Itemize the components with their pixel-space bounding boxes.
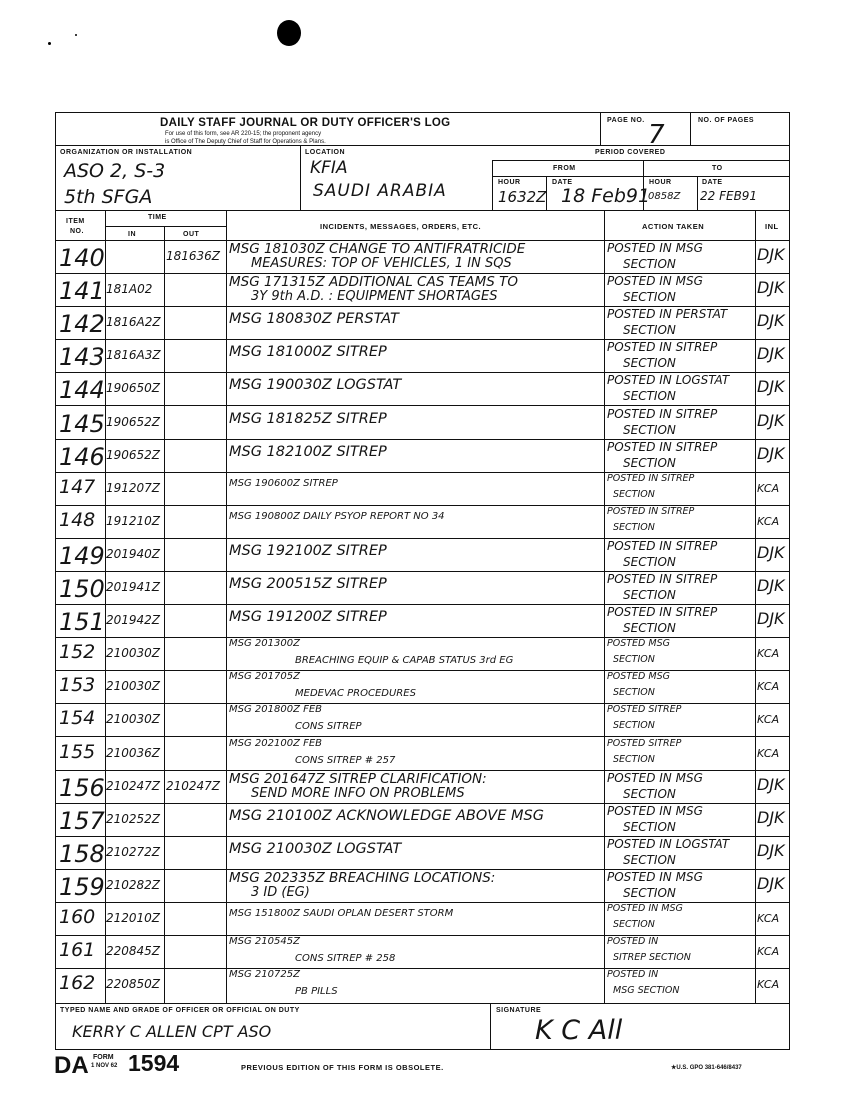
initials: DJK [757,311,785,331]
message-line-1: MSG 192100Z SITREP [229,542,387,559]
action-line-1: POSTED IN MSG [607,803,703,818]
item-number: 156 [59,773,105,802]
item-number: 150 [59,575,105,603]
action-line-2: SITREP SECTION [613,952,691,964]
message-line-1: MSG 201647Z SITREP CLARIFICATION: [229,770,487,787]
initials: DJK [757,344,785,364]
table-row [55,604,790,637]
time-out: 210247Z [166,778,221,793]
form-subtitle: is Office of The Deputy Chief of Staff for Operations & Plans. [165,139,326,145]
action-line-2: SECTION [623,389,676,404]
time-in: 220850Z [106,977,161,992]
time-label: TIME [148,214,167,221]
time-in: 212010Z [106,911,161,925]
message-line-1: MSG 151800Z SAUDI OPLAN DESERT STORM [229,908,454,919]
item-number: 157 [59,806,105,835]
action-line-2: SECTION [623,323,676,338]
period-label: PERIOD COVERED [595,149,666,156]
item-number: 154 [59,707,96,730]
to-hour-value: 0858Z [648,191,681,202]
message-line-1: MSG 202335Z BREACHING LOCATIONS: [229,869,496,886]
time-in: 190650Z [106,381,161,396]
signature-value: K C All [535,1015,623,1046]
scan-speck [277,20,301,46]
item-number: 142 [59,310,105,339]
org-line-1: ASO 2, S-3 [64,160,166,182]
message-line-1: MSG 190600Z SITREP [229,477,338,489]
location-line-1: KFIA [310,158,348,178]
table-row [55,902,790,935]
action-line-1: POSTED SITREP [607,704,682,716]
initials: DJK [757,542,785,562]
footer-form-label: FORM [93,1054,114,1061]
item-number: 160 [59,906,96,928]
action-line-2: SECTION [623,885,676,900]
initials: DJK [757,576,785,595]
initials: DJK [757,443,785,463]
org-label: ORGANIZATION OR INSTALLATION [60,149,193,156]
time-in: 201942Z [106,613,161,628]
message-line-1: MSG 181825Z SITREP [229,410,387,427]
message-line-1: MSG 190800Z DAILY PSYOP REPORT NO 34 [229,510,445,522]
table-row [55,869,790,902]
table-row [55,770,790,803]
initials: KCA [757,680,780,694]
initials: KCA [757,912,780,925]
item-number: 140 [59,244,105,272]
initials: KCA [757,514,780,528]
action-label: ACTION TAKEN [642,222,705,231]
message-line-2: PB PILLS [295,986,338,998]
message-line-1: MSG 201705Z [229,671,300,683]
table-row [55,935,790,968]
table-row [55,571,790,604]
message-line-1: MSG 210030Z LOGSTAT [229,840,402,857]
time-in: 210030Z [106,679,161,694]
initials: DJK [757,377,785,397]
message-line-2: MEASURES: TOP OF VEHICLES, 1 IN SQS [251,256,512,271]
message-line-2: BREACHING EQUIP & CAPAB STATUS 3rd EG [295,655,514,667]
location-label: LOCATION [305,149,346,156]
initials: KCA [757,746,780,760]
from-hour-value: 1632Z [498,188,547,206]
message-line-2: MEDEVAC PROCEDURES [295,688,416,700]
page-no-value: 7 [648,120,665,150]
table-row [55,703,790,736]
message-line-1: MSG 191200Z SITREP [229,609,387,626]
form-subtitle: For use of this form, see AR 220-15; the proponent agency [165,131,322,137]
table-row [55,968,790,1001]
action-line-2: SECTION [613,687,655,699]
action-line-1: POSTED IN LOGSTAT [607,373,730,388]
action-line-1: POSTED IN [607,936,659,948]
table-row [55,273,790,306]
action-line-1: POSTED IN PERSTAT [607,307,728,322]
time-in: 220845Z [106,944,161,959]
footer-form-date: 1 NOV 62 [91,1063,118,1069]
table-row [55,637,790,670]
time-in: 201940Z [106,546,161,561]
action-line-2: SECTION [623,621,676,636]
inl-label: INL [765,222,779,231]
time-out: 181636Z [166,249,221,263]
action-line-2: SECTION [623,819,676,834]
time-in: 210272Z [106,844,161,859]
message-line-1: MSG 201800Z FEB [229,704,323,716]
to-date-label: DATE [702,179,723,186]
item-number: 151 [59,608,105,637]
item-no-label: NO. [70,228,84,235]
action-line-2: SECTION [623,554,676,569]
item-number: 143 [59,343,105,372]
initials: DJK [757,873,785,893]
action-line-2: SECTION [613,521,655,533]
message-line-1: MSG 190030Z LOGSTAT [229,377,402,394]
action-line-2: SECTION [623,422,676,437]
table-row [55,737,790,770]
item-number: 162 [59,972,96,995]
message-line-1: MSG 180830Z PERSTAT [229,311,399,328]
officer-label: TYPED NAME AND GRADE OF OFFICER OR OFFICIAL ON DUTY [60,1007,300,1014]
action-line-2: SECTION [613,753,655,765]
time-in: 1816A2Z [106,315,161,330]
message-line-2: 3 ID (EG) [251,884,310,900]
message-line-1: MSG 200515Z SITREP [229,576,387,592]
scan-speck [75,34,77,36]
from-date-label: DATE [552,179,573,186]
action-line-1: POSTED MSG [607,638,670,650]
item-no-label: ITEM [66,218,85,225]
initials: KCA [757,647,780,661]
message-line-1: MSG 171315Z ADDITIONAL CAS TEAMS TO [229,274,518,291]
table-row [55,836,790,869]
time-in: 210252Z [106,811,161,826]
footer-da: DA [54,1052,89,1079]
to-label: TO [712,165,723,172]
initials: KCA [757,945,780,959]
initials: KCA [757,481,780,495]
time-in: 1816A3Z [106,348,161,363]
time-in: 190652Z [106,447,161,462]
time-in: 191207Z [106,480,161,495]
initials: DJK [757,278,785,298]
table-row [55,406,790,439]
action-line-1: POSTED IN LOGSTAT [607,836,730,851]
item-number: 147 [59,475,96,498]
to-hour-label: HOUR [649,179,672,186]
table-row [55,439,790,472]
item-number: 141 [59,277,105,306]
action-line-2: SECTION [613,654,655,666]
scan-speck [48,42,51,45]
action-line-1: POSTED SITREP [607,737,682,749]
time-in: 210282Z [106,877,161,892]
item-number: 158 [59,839,105,868]
incidents-label: INCIDENTS, MESSAGES, ORDERS, ETC. [320,222,482,231]
initials: DJK [757,245,785,264]
action-line-1: POSTED IN MSG [607,241,703,255]
message-line-1: MSG 210100Z ACKNOWLEDGE ABOVE MSG [229,807,544,824]
org-line-2: 5th SFGA [64,186,153,208]
time-in: 181A02 [106,282,153,297]
table-row [55,306,790,339]
time-in: 210030Z [106,712,161,727]
time-in-label: IN [128,231,136,238]
message-line-2: CONS SITREP # 258 [295,953,396,965]
form-title: DAILY STAFF JOURNAL OR DUTY OFFICER'S LOG [160,117,451,129]
table-row [55,372,790,405]
action-line-1: POSTED IN SITREP [607,472,695,484]
action-line-1: POSTED IN SITREP [607,406,718,421]
table-row [55,670,790,703]
item-number: 153 [59,674,96,697]
action-line-1: POSTED IN SITREP [607,505,695,517]
action-line-2: SECTION [623,356,676,371]
initials: DJK [757,410,785,430]
to-date-value: 22 FEB91 [700,189,758,203]
table-row [55,538,790,571]
action-line-2: SECTION [623,588,676,602]
table-row [55,472,790,505]
action-line-2: SECTION [613,919,655,930]
initials: DJK [757,609,785,629]
item-number: 152 [59,641,96,664]
action-line-1: POSTED IN MSG [607,274,703,289]
action-line-1: POSTED IN SITREP [607,605,718,620]
message-line-1: MSG 181000Z SITREP [229,344,387,361]
page-no-label: PAGE NO. [607,117,645,124]
action-line-2: SECTION [623,852,676,867]
message-line-1: MSG 201300Z [229,638,300,650]
action-line-2: SECTION [613,720,655,732]
action-line-2: SECTION [623,290,676,305]
from-label: FROM [553,165,576,172]
time-in: 190652Z [106,414,161,429]
from-date-value: 18 Feb91 [561,185,651,207]
action-line-1: POSTED IN SITREP [607,572,718,586]
message-line-2: CONS SITREP # 257 [295,754,396,766]
time-in: 210247Z [106,778,161,793]
initials: DJK [757,774,785,794]
action-line-2: SECTION [623,455,676,470]
action-line-1: POSTED IN MSG [607,903,683,914]
footer-form-number: 1594 [128,1050,180,1076]
officer-value: KERRY C ALLEN CPT ASO [72,1022,272,1041]
action-line-1: POSTED IN SITREP [607,538,718,553]
footer-notice: PREVIOUS EDITION OF THIS FORM IS OBSOLETE. [241,1063,444,1072]
from-hour-label: HOUR [498,179,521,186]
action-line-2: SECTION [623,257,676,271]
item-number: 155 [59,740,96,763]
time-in: 210036Z [106,745,161,760]
message-line-1: MSG 182100Z SITREP [229,443,387,460]
action-line-2: MSG SECTION [613,985,680,997]
no-of-pages-label: NO. OF PAGES [698,117,755,124]
initials: DJK [757,840,785,860]
message-line-2: 3Y 9th A.D. : EQUIPMENT SHORTAGES [251,289,498,305]
time-out-label: OUT [183,231,200,238]
action-line-1: POSTED MSG [607,671,670,683]
time-in: 191210Z [106,513,161,528]
message-line-1: MSG 210725Z [229,969,300,981]
action-line-1: POSTED IN MSG [607,770,703,785]
item-number: 148 [59,508,96,531]
table-row [55,505,790,538]
item-number: 159 [59,872,105,901]
table-row [55,339,790,372]
table-row [55,803,790,836]
signature-label: SIGNATURE [496,1007,542,1014]
message-line-1: MSG 202100Z FEB [229,737,323,749]
action-line-1: POSTED IN SITREP [607,439,718,454]
item-number: 146 [59,442,105,471]
time-in: 210030Z [106,646,161,661]
action-line-1: POSTED IN SITREP [607,340,718,355]
item-number: 145 [59,409,105,438]
message-line-2: SEND MORE INFO ON PROBLEMS [251,785,465,801]
initials: KCA [757,978,780,992]
message-line-1: MSG 210545Z [229,936,300,948]
location-line-2: SAUDI ARABIA [313,181,447,201]
time-in: 201941Z [106,580,161,594]
message-line-1: MSG 181030Z CHANGE TO ANTIFRATRICIDE [229,241,526,257]
action-line-1: POSTED IN MSG [607,869,703,884]
action-line-2: SECTION [623,786,676,801]
action-line-1: POSTED IN [607,969,659,981]
message-line-2: CONS SITREP [295,721,362,733]
initials: DJK [757,807,785,827]
table-row [55,240,790,273]
item-number: 161 [59,939,96,962]
item-number: 144 [59,376,105,405]
action-line-2: SECTION [613,488,655,500]
initials: KCA [757,713,780,727]
footer-gpo: ★U.S. GPO 381-646/8437 [671,1065,742,1071]
item-number: 149 [59,541,105,570]
